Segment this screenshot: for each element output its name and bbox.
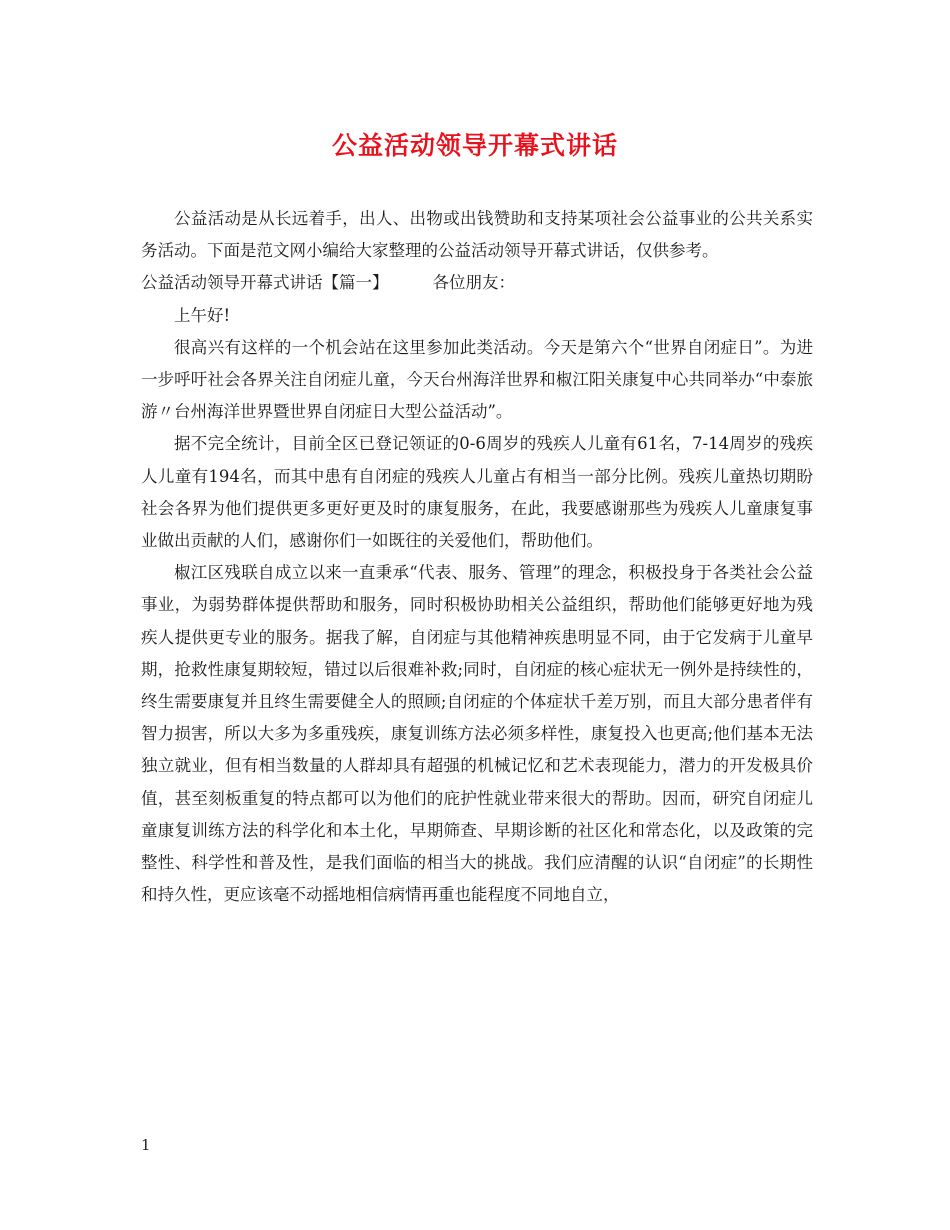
page-number: 1 — [141, 1136, 151, 1154]
paragraph-federation: 椒江区残联自成立以来一直秉承“代表、服务、管理”的理念，积极投身于各类社会公益事业，为弱势群体提供帮助和服务，同时积极协助相关公益组织，帮助他们能够更好地为残疾人提供更专业的服务。据我了解，自闭症与其他精神疾患明显不同，由于它发病于儿童早期，抢救性康复期较短，错过以后很难补救;同时，自闭症的核心症状无一例外是持续性的，终生需要康复并且终生需要健全人的照顾;自闭症的个体症状千差万别，而且大部分患者伴有智力损害，所以大多为多重残疾，康复训练方法必须多样性，康复投入也更高;他们基本无法独立就业，但有相当数量的人群却具有超强的机械记忆和艺术表现能力，潜力的开发极具价值，甚至刻板重复的特点都可以为他们的庇护性就业带来很大的帮助。因而，研究自闭症儿童康复训练方法的科学化和本土化，早期筛查、早期诊断的社区化和常态化，以及政策的完整性、科学性和普及性，是我们面临的相当大的挑战。我们应清醒的认识“自闭症”的长期性和持久性，更应该毫不动摇地相信病情再重也能程度不同地自立， — [141, 563, 813, 905]
paragraph-occasion: 很高兴有这样的一个机会站在这里参加此类活动。今天是第六个“世界自闭症日”。为进一步呼吁社会各界关注自闭症儿童，今天台州海洋世界和椒江阳关康复中心共同举办“中泰旅游〃台州海洋世界暨世界自闭症日大型公益活动”。 — [141, 337, 813, 422]
greeting-paragraph: 上午好! — [174, 305, 231, 325]
document-title: 公益活动领导开幕式讲话 — [331, 131, 618, 160]
section-heading-line — [141, 267, 813, 299]
intro-paragraph: 公益活动是从长远着手，出人、出物或出钱赞助和支持某项社会公益事业的公共关系实务活动。下面是范文网小编给大家整理的公益活动领导开幕式讲话，仅供参考。 — [141, 209, 813, 261]
section-heading: 公益活动领导开幕式讲话【篇一】 — [141, 273, 389, 293]
document-body — [141, 203, 813, 911]
salutation: 各位朋友： — [432, 273, 515, 293]
paragraph-statistics: 据不完全统计，目前全区已登记领证的0-6周岁的残疾人儿童有61名，7-14周岁的残疾人儿童有194名，而其中患有自闭症的残疾人儿童占有相当一部分比例。残疾儿童热切期盼社会各界为他们提供更多更好更及时的康复服务，在此，我要感谢那些为残疾人儿童康复事业做出贡献的人们，感谢你们一如既往的关爱他们，帮助他们。 — [141, 434, 813, 551]
